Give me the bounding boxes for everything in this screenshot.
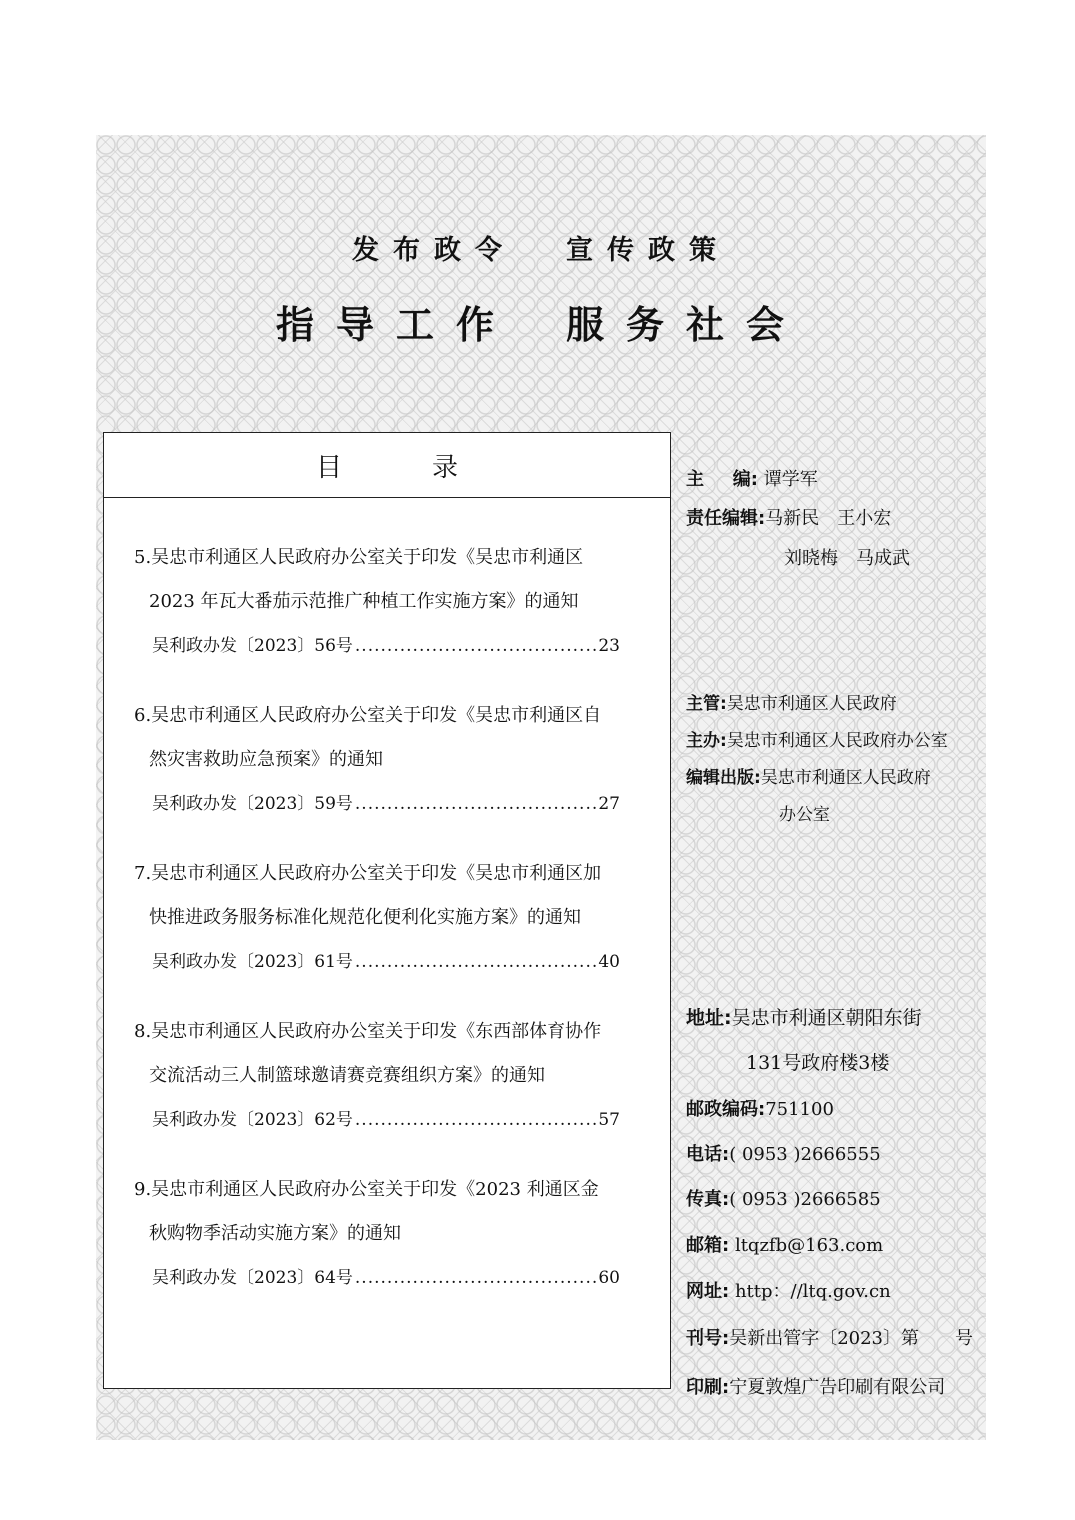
supervisor: 主管:吴忠市利通区人民政府: [686, 694, 897, 714]
supervisor-value: 吴忠市利通区人民政府: [726, 694, 897, 714]
toc-leader-dots: [355, 782, 596, 826]
chief-editor-name: 谭学军: [763, 469, 818, 490]
website: 网址: http：//ltq.gov.cn: [686, 1281, 891, 1302]
website-value: http：//ltq.gov.cn: [734, 1281, 891, 1302]
printer: 印刷:宁夏敦煌广告印刷有限公司: [686, 1377, 946, 1398]
toc-entry-title-line-1: 8.吴忠市利通区人民政府办公室关于印发《东西部体育协作: [134, 1021, 602, 1042]
toc-entry-title-line-2: 然灾害救助应急预案》的通知: [149, 749, 383, 770]
organizer-value: 吴忠市利通区人民政府办公室: [726, 731, 948, 751]
postcode: 邮政编码:751100: [686, 1099, 834, 1120]
toc-entry[interactable]: [134, 1010, 620, 1142]
issue-number: 刊号:吴新出管字〔2023〕第 号: [686, 1328, 974, 1349]
toc-heading: [104, 433, 670, 498]
postcode-value: 751100: [765, 1099, 834, 1120]
toc-entry-page: 57: [598, 1110, 620, 1130]
slogan-1-right: 宣传政策: [566, 235, 730, 266]
toc-entry-doc-line: [134, 624, 620, 668]
toc-entry[interactable]: [134, 694, 620, 826]
chief-editor: [686, 465, 818, 491]
toc-entry-title-line-2: 2023 年瓦大番茄示范推广种植工作实施方案》的通知: [149, 591, 579, 612]
responsible-editors: [686, 504, 891, 530]
toc-entry-page: 27: [598, 794, 620, 814]
address-line-2: 131号政府楼3楼: [746, 1052, 890, 1074]
toc-entry-doc-line: [134, 940, 620, 984]
toc-leader-dots: [355, 940, 596, 984]
toc-leader-dots: [355, 1256, 596, 1300]
toc-entry[interactable]: [134, 1168, 620, 1300]
issue-number-value: 吴新出管字〔2023〕第 号: [729, 1328, 974, 1349]
slogan-2-right: 服务社会: [566, 303, 807, 347]
toc-entry-title-line-2: 快推进政务服务标准化规范化便利化实施方案》的通知: [149, 907, 581, 928]
slogan-line-2: [96, 294, 986, 349]
email-value: ltqzfb@163.com: [734, 1235, 884, 1256]
email: 邮箱: ltqzfb@163.com: [686, 1235, 884, 1256]
address-line-1: 吴忠市利通区朝阳东街: [731, 1007, 922, 1029]
toc-entry-title-line-1: 9.吴忠市利通区人民政府办公室关于印发《2023 利通区金: [134, 1179, 599, 1200]
printer-value: 宁夏敦煌广告印刷有限公司: [729, 1377, 946, 1398]
phone-value: ( 0953 )2666555: [729, 1144, 881, 1165]
toc-entry-title-line-1: 5.吴忠市利通区人民政府办公室关于印发《吴忠市利通区: [134, 547, 584, 568]
toc-leader-dots: [355, 1098, 596, 1142]
toc-heading-left: 目: [315, 452, 342, 483]
toc-entry-page: 40: [598, 952, 620, 972]
phone: 电话:( 0953 )2666555: [686, 1144, 881, 1165]
toc-entry-doc-number: 吴利政办发〔2023〕62号: [152, 1110, 353, 1130]
chief-editor-label: 主 编:: [686, 469, 758, 490]
organizer: 主办:吴忠市利通区人民政府办公室: [686, 731, 948, 751]
toc-entry-doc-number: 吴利政办发〔2023〕64号: [152, 1268, 353, 1288]
slogan-2-left: 指导工作: [275, 303, 516, 347]
toc-leader-dots: [355, 624, 596, 668]
fax: 传真:( 0953 )2666585: [686, 1189, 881, 1210]
publisher-value-2: 办公室: [779, 805, 830, 825]
toc-entry-doc-line: [134, 1098, 620, 1142]
responsible-editors-names-1: 马新民 王小宏: [765, 508, 892, 529]
toc-entry-doc-number: 吴利政办发〔2023〕59号: [152, 794, 353, 814]
toc-entry-title-line-2: 秋购物季活动实施方案》的通知: [149, 1223, 401, 1244]
slogan-1-left: 发布政令: [352, 235, 516, 266]
toc-entry-title-line-1: 7.吴忠市利通区人民政府办公室关于印发《吴忠市利通区加: [134, 863, 602, 884]
responsible-editors-label: 责任编辑:: [686, 508, 766, 529]
toc-entry-doc-number: 吴利政办发〔2023〕56号: [152, 636, 353, 656]
toc-entry-title-line-2: 交流活动三人制篮球邀请赛竞赛组织方案》的通知: [149, 1065, 545, 1086]
toc-entry-page: 60: [598, 1268, 620, 1288]
toc-entry-doc-line: [134, 782, 620, 826]
toc-entry[interactable]: [134, 536, 620, 668]
fax-value: ( 0953 )2666585: [729, 1189, 881, 1210]
table-of-contents: [103, 432, 671, 1389]
publisher-value: 吴忠市利通区人民政府: [760, 768, 931, 788]
slogan-line-1: [96, 228, 986, 267]
address: 地址:吴忠市利通区朝阳东街: [686, 1007, 922, 1029]
toc-heading-right: 录: [432, 452, 459, 483]
toc-entry-title-line-1: 6.吴忠市利通区人民政府办公室关于印发《吴忠市利通区自: [134, 705, 602, 726]
toc-entry-page: 23: [598, 636, 620, 656]
publisher: 编辑出版:吴忠市利通区人民政府: [686, 768, 931, 788]
toc-entry-doc-number: 吴利政办发〔2023〕61号: [152, 952, 353, 972]
responsible-editors-names-2: 刘晓梅 马成武: [784, 548, 910, 569]
toc-entry[interactable]: [134, 852, 620, 984]
toc-entry-doc-line: [134, 1256, 620, 1300]
